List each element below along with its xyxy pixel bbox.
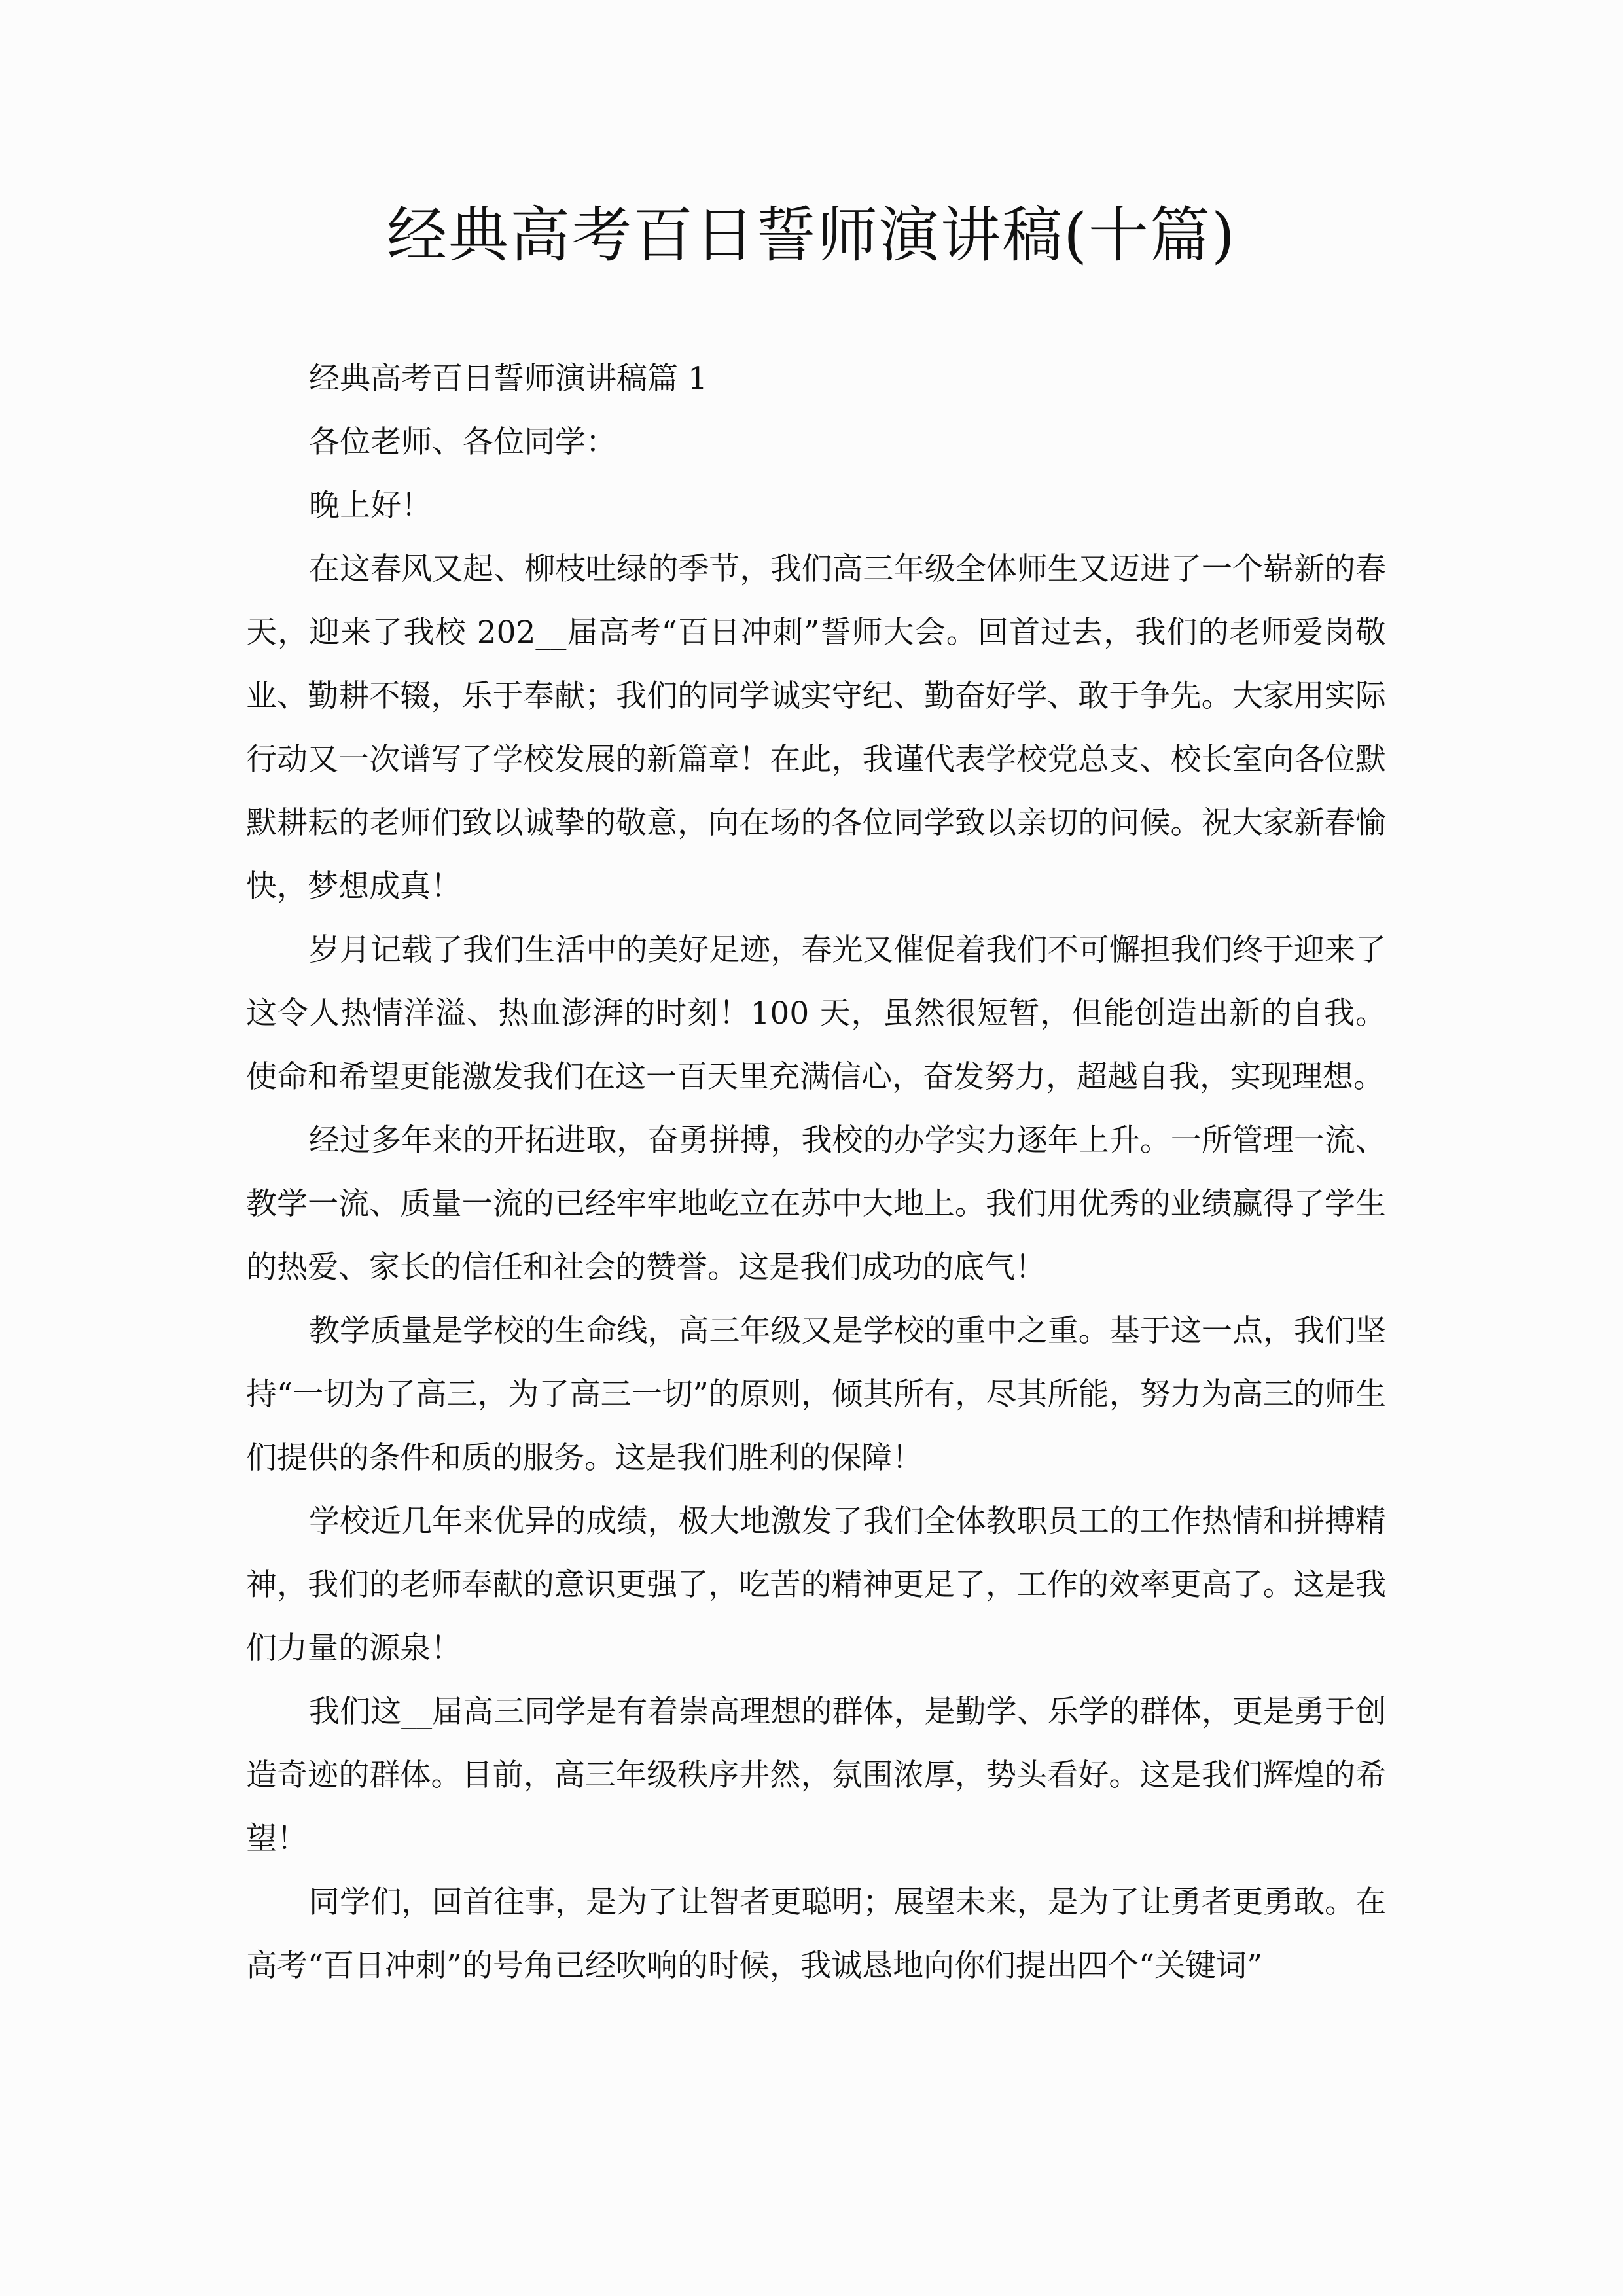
document-body (246, 347, 1386, 1998)
salutation: 各位老师、各位同学： (309, 424, 616, 460)
body-paragraph: 在这春风又起、柳枝吐绿的季节，我们高三年级全体师生又迈进了一个崭新的春天，迎来了我校 202__届高考“百日冲刺”誓师大会。回首过去，我们的老师爱岗敬业、勤耕不辍，乐于奉献；我们的同学诚实守纪、勤奋好学、敢于争先。大家用实际行动又一次谱写了学校发展的新篇章！在此，我谨代表学校党总支、校长室向各位默默耕耘的老师们致以诚挚的敬意，向在场的各位同学致以亲切的问候。祝大家新春愉快，梦想成真！ (246, 551, 1386, 905)
section-heading: 经典高考百日誓师演讲稿篇 1 (309, 361, 707, 397)
greeting: 晚上好！ (309, 488, 432, 524)
body-paragraph: 经过多年来的开拓进取，奋勇拼搏，我校的办学实力逐年上升。一所管理一流、教学一流、质量一流的已经牢牢地屹立在苏中大地上。我们用优秀的业绩赢得了学生的热爱、家长的信任和社会的赞誉。这是我们成功的底气！ (246, 1122, 1386, 1285)
body-paragraph: 学校近几年来优异的成绩，极大地激发了我们全体教职员工的工作热情和拼搏精神，我们的老师奉献的意识更强了，吃苦的精神更足了，工作的效率更高了。这是我们力量的源泉！ (246, 1503, 1386, 1666)
body-paragraph: 岁月记载了我们生活中的美好足迹，春光又催促着我们不可懈担我们终于迎来了这令人热情洋溢、热血澎湃的时刻！100 天，虽然很短暂，但能创造出新的自我。使命和希望更能激发我们在这一百天里充满信心，奋发努力，超越自我，实现理想。 (246, 932, 1386, 1095)
body-paragraph: 我们这__届高三同学是有着崇高理想的群体，是勤学、乐学的群体，更是勇于创造奇迹的群体。目前，高三年级秩序井然，氛围浓厚，势头看好。这是我们辉煌的希望！ (246, 1694, 1386, 1857)
document-title: 经典高考百日誓师演讲稿(十篇) (387, 200, 1236, 270)
body-paragraph: 同学们，回首往事，是为了让智者更聪明；展望未来，是为了让勇者更勇敢。在高考“百日冲刺”的号角已经吹响的时候，我诚恳地向你们提出四个“关键词” (246, 1884, 1386, 1984)
body-paragraph: 教学质量是学校的生命线，高三年级又是学校的重中之重。基于这一点，我们坚持“一切为了高三，为了高三一切”的原则，倾其所有，尽其所能，努力为高三的师生们提供的条件和质的服务。这是我们胜利的保障！ (246, 1313, 1386, 1476)
